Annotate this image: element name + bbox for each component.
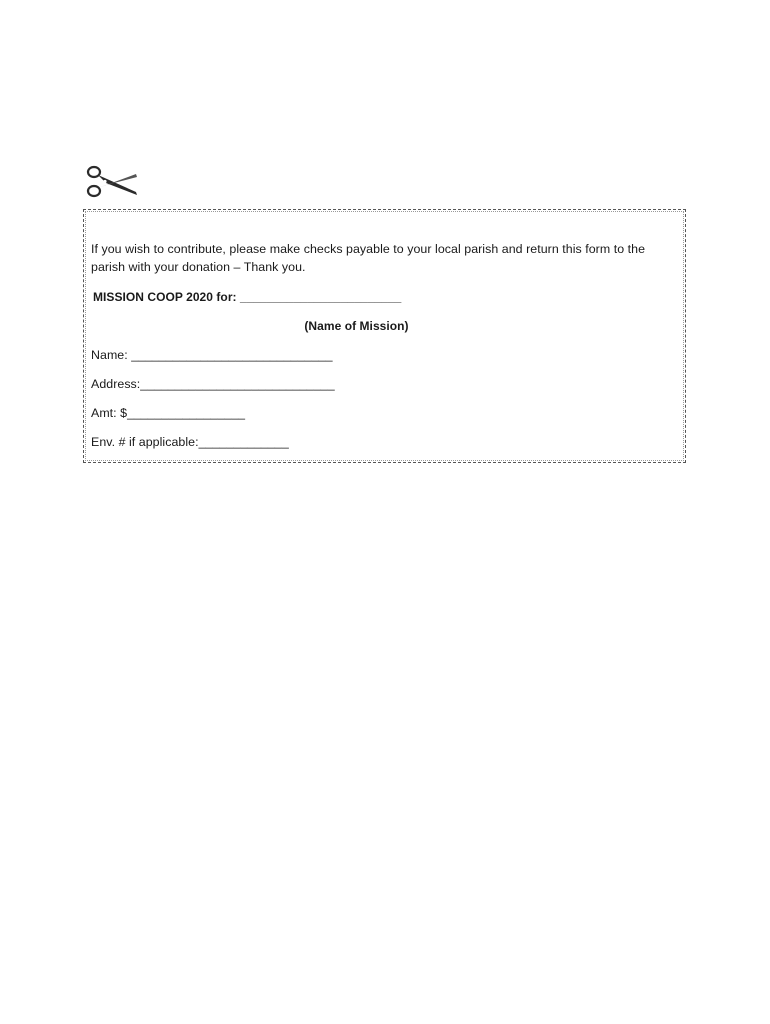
mission-name-caption: (Name of Mission) [304,319,409,333]
name-field[interactable]: Name: _____________________________ [91,348,333,362]
address-field[interactable]: Address:____________________________ [91,377,335,391]
donation-coupon [83,209,686,463]
mission-coop-field[interactable]: MISSION COOP 2020 for: ________________________ [93,290,402,304]
amount-field[interactable]: Amt: $_________________ [91,406,246,420]
envelope-number-field[interactable]: Env. # if applicable:_____________ [91,435,289,449]
contribution-instructions: If you wish to contribute, please make checks payable to your local parish and return this form to the parish with your donation – Thank you. [91,242,646,274]
scissors-icon [84,164,140,200]
